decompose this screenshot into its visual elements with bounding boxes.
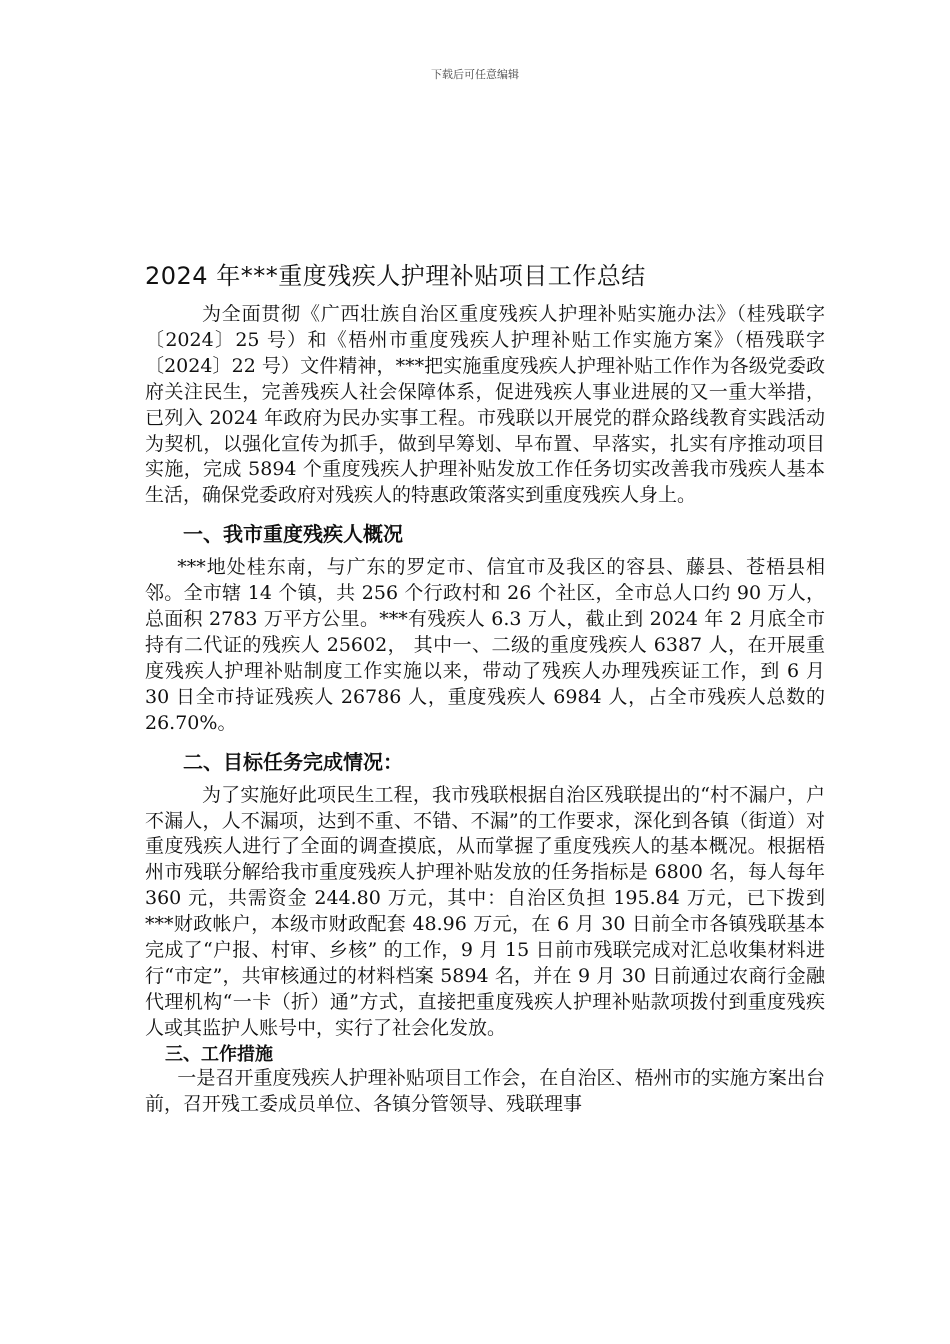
document-body xyxy=(145,258,825,1117)
section-2-paragraph: 为了实施好此项民生工程，我市残联根据自治区残联提出的“村不漏户，户不漏人，人不漏项，达到不重、不错、不漏”的工作要求，深化到各镇（街道）对重度残疾人进行了全面的调查摸底，从而掌握了重度残疾人的基本概况。根据梧州市残联分解给我市重度残疾人护理补贴发放的任务指标是 6800 名，每人每年 360 元，共需资金 244.80 万元，其中：自治区负担 195.84 万元，已下拨到***财政帐户，本级市财政配套 48.96 万元，在 6 月 30 日前全市各镇残联基本完成了“户报、村审、乡核” 的工作，9 月 15 日前市残联完成对汇总收集材料进行“市定”，共审核通过的材料档案 5894 名，并在 9 月 30 日前通过农商行金融代理机构“一卡（折）通”方式，直接把重度残疾人护理补贴款项拨付到重度残疾人或其监护人账号中，实行了社会化发放。 xyxy=(145,783,825,1039)
intro-paragraph: 为全面贯彻《广西壮族自治区重度残疾人护理补贴实施办法》（桂残联字〔2024〕25 号）和《梧州市重度残疾人护理补贴工作实施方案》（梧残联字〔2024〕22 号）文件精神，***把实施重度残疾人护理补贴工作作为各级党委政府关注民生，完善残疾人社会保障体系，促进残疾人事业进展的又一重大举措，已列入 2024 年政府为民办实事工程。市残联以开展党的群众路线教育实践活动为契机，以强化宣传为抓手，做到早筹划、早布置、早落实，扎实有序推动项目实施，完成 5894 个重度残疾人护理补贴发放工作任务切实改善我市残疾人基本生活，确保党委政府对残疾人的特惠政策落实到重度残疾人身上。 xyxy=(145,303,825,507)
page-header-note: 下载后可任意编辑 xyxy=(431,68,519,81)
section-3-heading: 三、工作措施 xyxy=(165,1043,273,1065)
document-title: 2024 年***重度残疾人护理补贴项目工作总结 xyxy=(145,262,646,290)
section-1-paragraph: ***地处桂东南，与广东的罗定市、信宜市及我区的容县、藤县、苍梧县相邻。全市辖 14 个镇，共 256 个行政村和 26 个社区，全市总人口约 90 万人，总面积 2783 万平方公里。***有残疾人 6.3 万人，截止到 2024 年 2 月底全市持有二代证的残疾人 25602， 其中一、二级的重度残疾人 6387 人，在开展重度残疾人护理补贴制度工作实施以来，带动了残疾人办理残疾证工作，到 6 月 30 日全市持证残疾人 26786 人，重度残疾人 6984 人，占全市残疾人总数的 26.70%。 xyxy=(145,556,825,734)
section-1-heading: 一、我市重度残疾人概况 xyxy=(183,522,403,547)
section-2-heading: 二、目标任务完成情况： xyxy=(183,749,403,774)
section-3-paragraph: 一是召开重度残疾人护理补贴项目工作会，在自治区、梧州市的实施方案出台前，召开残工委成员单位、各镇分管领导、残联理事 xyxy=(145,1066,825,1115)
